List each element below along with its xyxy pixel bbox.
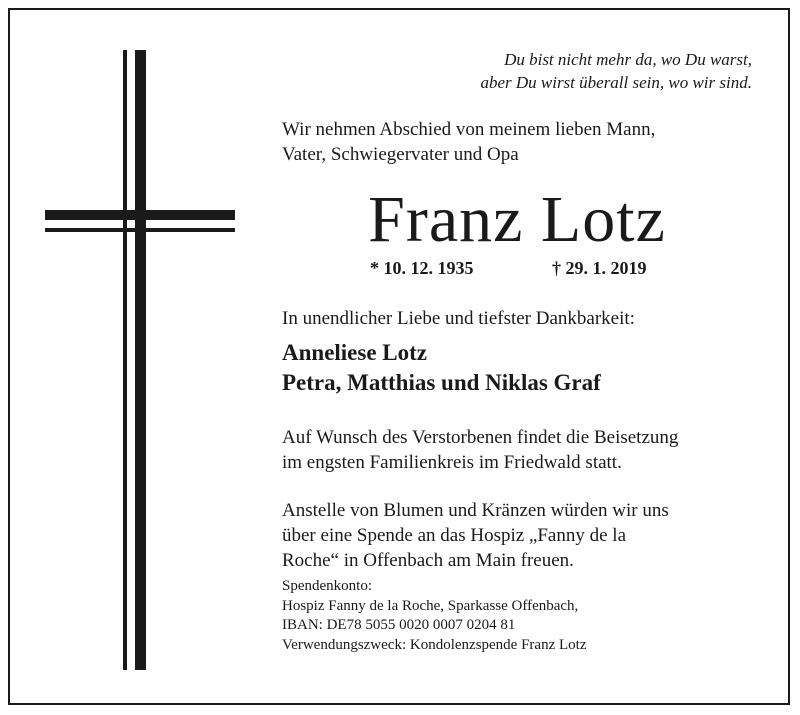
mourners-names — [282, 338, 752, 398]
death-date: † 29. 1. 2019 — [552, 258, 647, 278]
account-line: Spendenkonto: — [282, 578, 372, 594]
account-line: Verwendungszweck: Kondolenzspende Franz Lotz — [282, 636, 587, 653]
donation-line: über eine Spende an das Hospiz „Fanny de la — [282, 525, 627, 546]
burial-line: Auf Wunsch des Verstorbenen findet die Beisetzung — [282, 427, 679, 448]
account-iban: IBAN: DE78 5055 0020 0007 0204 81 — [282, 617, 516, 633]
mourner-name: Petra, Matthias und Niklas Graf — [282, 370, 601, 395]
donation-line: Roche“ in Offenbach am Main freuen. — [282, 550, 574, 571]
motto-line: aber Du wirst überall sein, wo wir sind. — [480, 73, 752, 92]
mourner-name: Anneliese Lotz — [282, 340, 428, 365]
donation-account — [282, 577, 752, 655]
intro-line: Wir nehmen Abschied von meinem lieben Mann, — [282, 119, 656, 140]
burial-line: im engsten Familienkreis im Friedwald statt. — [282, 452, 622, 473]
life-dates — [282, 258, 752, 282]
farewell-intro — [282, 117, 752, 167]
motto-quote — [480, 48, 752, 94]
motto-line: Du bist nicht mehr da, wo Du warst, — [504, 50, 752, 69]
account-line: Hospiz Fanny de la Roche, Sparkasse Offenbach, — [282, 597, 579, 614]
donation-line: Anstelle von Blumen und Kränzen würden wir uns — [282, 500, 669, 521]
intro-line: Vater, Schwiegervater und Opa — [282, 144, 519, 165]
birth-date: * 10. 12. 1935 — [370, 258, 474, 278]
deceased-name: Franz Lotz — [368, 183, 666, 256]
burial-notice — [282, 425, 752, 475]
mourners-intro: In unendlicher Liebe und tiefster Dankbarkeit: — [282, 308, 635, 329]
donation-request — [282, 498, 752, 573]
